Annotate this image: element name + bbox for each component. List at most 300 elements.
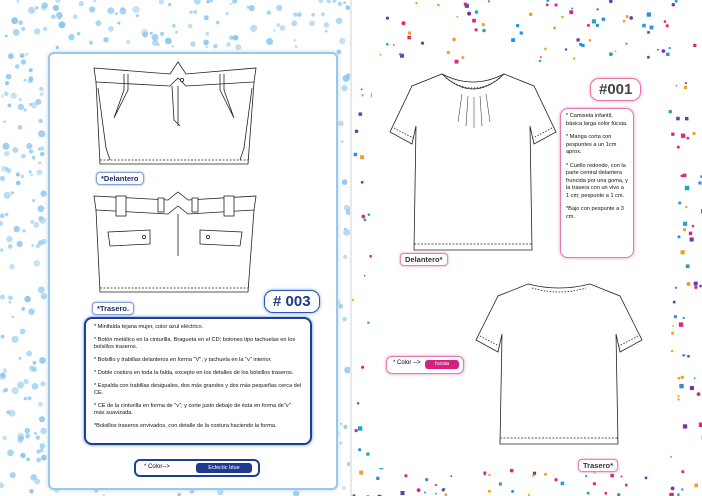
pattern-dot xyxy=(24,296,30,302)
confetti-piece xyxy=(678,377,681,380)
pattern-dot xyxy=(206,0,209,3)
confetti-piece xyxy=(669,110,673,114)
confetti-piece xyxy=(554,478,557,481)
pattern-dot xyxy=(38,161,41,164)
confetti-piece xyxy=(609,0,613,3)
confetti-piece xyxy=(685,117,689,121)
pattern-dot xyxy=(338,2,342,6)
pattern-dot xyxy=(21,307,25,311)
pattern-dot xyxy=(21,59,26,64)
pattern-dot xyxy=(108,26,114,32)
confetti-piece xyxy=(408,32,411,35)
pattern-dot xyxy=(12,387,19,394)
confetti-piece xyxy=(681,376,684,379)
pattern-dot xyxy=(40,428,47,435)
pattern-dot xyxy=(189,11,192,14)
pattern-dot xyxy=(136,14,139,17)
confetti-piece xyxy=(364,219,367,222)
confetti-piece xyxy=(386,43,389,46)
pattern-dot xyxy=(32,156,36,160)
pattern-dot xyxy=(0,213,5,218)
confetti-piece xyxy=(472,19,476,23)
confetti-piece xyxy=(355,130,359,134)
pattern-dot xyxy=(5,81,9,85)
confetti-piece xyxy=(499,483,502,486)
confetti-piece xyxy=(482,23,485,26)
pattern-dot xyxy=(7,449,14,456)
pattern-dot xyxy=(33,361,37,365)
confetti-piece xyxy=(358,426,362,430)
confetti-piece xyxy=(684,86,687,89)
pattern-dot xyxy=(343,255,347,259)
pattern-dot xyxy=(266,38,273,45)
confetti-piece xyxy=(573,58,575,60)
confetti-piece xyxy=(687,355,689,357)
pattern-dot xyxy=(2,389,5,392)
confetti-piece xyxy=(681,250,685,254)
pattern-dot xyxy=(226,12,229,15)
confetti-piece xyxy=(489,474,491,476)
confetti-piece xyxy=(670,456,672,458)
confetti-piece xyxy=(669,47,671,49)
confetti-piece xyxy=(399,53,402,56)
confetti-piece xyxy=(475,10,479,14)
pattern-dot xyxy=(233,35,239,41)
pattern-dot xyxy=(338,121,344,127)
confetti-piece xyxy=(361,88,363,90)
confetti-piece xyxy=(357,402,359,404)
pattern-dot xyxy=(8,53,14,59)
pattern-dot xyxy=(250,25,257,32)
pattern-dot xyxy=(18,104,24,110)
pattern-dot xyxy=(41,239,46,244)
confetti-piece xyxy=(596,24,599,27)
tshirt-front-drawing xyxy=(384,64,562,260)
confetti-piece xyxy=(579,43,582,46)
pattern-dot xyxy=(56,46,59,49)
pattern-dot xyxy=(115,12,118,15)
confetti-piece xyxy=(685,206,687,208)
pattern-dot xyxy=(29,149,33,153)
pattern-dot xyxy=(34,432,37,435)
pattern-dot xyxy=(95,20,101,26)
confetti-piece xyxy=(354,153,357,156)
pattern-dot xyxy=(325,30,328,33)
confetti-piece xyxy=(393,44,395,46)
pattern-dot xyxy=(89,41,93,45)
pattern-dot xyxy=(120,8,127,15)
confetti-piece xyxy=(642,24,646,28)
confetti-piece xyxy=(361,215,365,219)
confetti-piece xyxy=(368,213,371,216)
pattern-dot xyxy=(73,14,78,19)
confetti-piece xyxy=(462,56,465,59)
pattern-dot xyxy=(40,443,46,449)
confetti-piece xyxy=(455,60,459,64)
confetti-piece xyxy=(488,490,491,493)
pattern-dot xyxy=(38,205,45,212)
pattern-dot xyxy=(280,25,286,31)
confetti-piece xyxy=(510,469,514,473)
pattern-dot xyxy=(324,22,329,27)
confetti-piece xyxy=(647,56,650,59)
skirt-back-label: *Trasero. xyxy=(92,302,134,315)
confetti-piece xyxy=(693,132,696,135)
confetti-piece xyxy=(483,472,486,475)
tshirt-color-box xyxy=(386,356,464,374)
pattern-dot xyxy=(11,92,17,98)
confetti-piece xyxy=(671,350,673,352)
tshirt-desc-line-4: *Bajo con pespunte a 3 cm. xyxy=(566,206,624,220)
pattern-dot xyxy=(175,31,178,34)
confetti-piece xyxy=(681,470,684,473)
pattern-dot xyxy=(172,45,174,47)
pattern-dot xyxy=(93,0,96,2)
confetti-piece xyxy=(359,471,363,475)
pattern-dot xyxy=(37,170,43,176)
pattern-dot xyxy=(295,45,298,48)
tshirt-description-box xyxy=(560,108,634,258)
confetti-piece xyxy=(352,299,354,301)
pattern-dot xyxy=(26,436,29,439)
pattern-dot xyxy=(338,304,343,309)
pattern-dot xyxy=(6,74,12,80)
pattern-dot xyxy=(273,29,276,32)
confetti-piece xyxy=(592,19,596,23)
pattern-dot xyxy=(0,176,5,181)
confetti-piece xyxy=(358,112,361,115)
confetti-piece xyxy=(673,301,676,304)
pattern-dot xyxy=(342,179,348,185)
pattern-dot xyxy=(26,458,30,462)
confetti-piece xyxy=(361,366,364,369)
confetti-piece xyxy=(358,448,361,451)
tshirt-desc-line-2: * Manga corta con pespuntes a un 1cm aprox. xyxy=(566,134,617,155)
confetti-piece xyxy=(675,287,677,289)
pattern-dot xyxy=(79,1,84,6)
confetti-piece xyxy=(437,4,439,6)
pattern-dot xyxy=(55,0,60,3)
pattern-dot xyxy=(216,21,220,25)
pattern-dot xyxy=(17,241,23,247)
confetti-piece xyxy=(671,487,675,491)
pattern-dot xyxy=(28,7,35,14)
pattern-dot xyxy=(226,42,231,47)
pattern-dot xyxy=(188,24,193,29)
confetti-piece xyxy=(672,325,674,327)
pattern-dot xyxy=(29,170,32,173)
tshirt-back-drawing xyxy=(470,278,648,454)
pattern-dot xyxy=(5,213,8,216)
confetti-piece xyxy=(687,282,691,286)
confetti-piece xyxy=(666,24,669,27)
pattern-dot xyxy=(339,38,345,44)
pattern-dot xyxy=(35,99,41,105)
pattern-dot xyxy=(6,410,10,414)
confetti-piece xyxy=(361,181,364,184)
pattern-dot xyxy=(68,34,74,40)
confetti-piece xyxy=(456,16,458,18)
pattern-dot xyxy=(40,190,46,196)
skirt-front-drawing xyxy=(88,60,263,172)
pattern-dot xyxy=(205,32,209,36)
pattern-dot xyxy=(327,0,331,3)
confetti-piece xyxy=(662,49,666,53)
pattern-dot xyxy=(291,20,297,26)
pattern-dot xyxy=(40,146,45,151)
pattern-dot xyxy=(77,32,81,36)
confetti-piece xyxy=(511,490,514,493)
pattern-dot xyxy=(15,64,20,69)
confetti-piece xyxy=(693,44,696,47)
confetti-piece xyxy=(415,2,417,4)
confetti-piece xyxy=(539,60,541,62)
pattern-dot xyxy=(0,295,5,300)
pattern-dot xyxy=(11,336,18,343)
tshirt-color-swatch: fucsia xyxy=(425,360,459,369)
pattern-dot xyxy=(36,458,41,463)
confetti-piece xyxy=(482,29,486,33)
pattern-dot xyxy=(8,296,13,301)
confetti-piece xyxy=(672,3,675,6)
pattern-dot xyxy=(294,39,296,41)
pattern-dot xyxy=(20,329,26,335)
confetti-piece xyxy=(553,27,556,30)
pattern-dot xyxy=(40,152,44,156)
pattern-dot xyxy=(25,428,31,434)
skirt-color-swatch: Eclectic blue xyxy=(196,463,252,473)
pattern-dot xyxy=(194,0,201,5)
confetti-piece xyxy=(692,225,694,227)
pattern-dot xyxy=(0,373,6,380)
confetti-piece xyxy=(577,38,580,41)
pattern-dot xyxy=(206,45,209,48)
pattern-dot xyxy=(5,35,8,38)
pattern-dot xyxy=(25,53,28,56)
pattern-dot xyxy=(0,221,3,227)
confetti-piece xyxy=(367,322,369,324)
pattern-dot xyxy=(17,382,24,389)
confetti-piece xyxy=(355,429,358,432)
pattern-dot xyxy=(19,357,22,360)
pattern-dot xyxy=(20,453,25,458)
pattern-dot xyxy=(13,29,20,36)
confetti-piece xyxy=(647,12,651,16)
tshirt-color-prefix: * Color --> xyxy=(393,360,421,366)
pattern-dot xyxy=(16,0,19,3)
confetti-piece xyxy=(546,4,549,7)
confetti-piece xyxy=(681,175,684,178)
pattern-dot xyxy=(36,436,40,440)
confetti-piece xyxy=(401,491,405,495)
confetti-piece xyxy=(625,484,628,487)
pattern-dot xyxy=(24,397,27,400)
pattern-dot xyxy=(38,216,43,221)
pattern-dot xyxy=(32,367,38,373)
pattern-dot xyxy=(213,44,217,48)
confetti-piece xyxy=(676,117,680,121)
confetti-piece xyxy=(424,492,426,494)
pattern-dot xyxy=(159,0,164,5)
confetti-piece xyxy=(615,50,617,52)
confetti-piece xyxy=(683,317,685,319)
confetti-piece xyxy=(532,474,535,477)
pattern-dot xyxy=(39,87,43,91)
confetti-piece xyxy=(626,43,628,45)
pattern-dot xyxy=(26,351,32,357)
pattern-dot xyxy=(7,104,11,108)
confetti-piece xyxy=(417,488,421,492)
confetti-piece xyxy=(678,235,681,238)
pattern-dot xyxy=(336,50,341,55)
confetti-piece xyxy=(699,285,702,288)
confetti-piece xyxy=(511,38,515,42)
confetti-piece xyxy=(695,484,699,488)
confetti-piece xyxy=(386,17,389,20)
confetti-piece xyxy=(621,476,623,478)
confetti-piece xyxy=(677,146,680,149)
pattern-dot xyxy=(204,15,209,20)
skirt-desc-line-7: *Bolsillos traseros envivados, con detalle de la costura haciendo la forma. xyxy=(94,423,277,429)
pattern-dot xyxy=(11,17,18,24)
pattern-dot xyxy=(342,486,346,490)
confetti-piece xyxy=(450,475,452,477)
pattern-dot xyxy=(34,28,40,34)
confetti-piece xyxy=(629,16,633,20)
confetti-piece xyxy=(442,489,445,492)
confetti-piece xyxy=(694,282,698,286)
pattern-dot xyxy=(35,6,38,9)
pattern-dot xyxy=(42,2,48,8)
confetti-piece xyxy=(362,94,364,96)
pattern-dot xyxy=(11,191,14,194)
pattern-dot xyxy=(4,192,11,199)
pattern-dot xyxy=(210,0,213,2)
pattern-dot xyxy=(321,12,325,16)
tshirt-back-label: Trasero* xyxy=(578,459,618,472)
pattern-dot xyxy=(126,40,130,44)
confetti-piece xyxy=(698,181,701,184)
pattern-dot xyxy=(193,10,197,14)
confetti-piece xyxy=(683,222,687,226)
pattern-dot xyxy=(249,5,255,11)
confetti-piece xyxy=(475,28,478,31)
confetti-piece xyxy=(447,51,450,54)
pattern-dot xyxy=(23,229,26,232)
tshirt-desc-line-1: * Camiseta infantil, básica larga color fúcsia. xyxy=(566,113,628,127)
confetti-piece xyxy=(596,8,598,10)
pattern-dot xyxy=(341,85,347,91)
pattern-dot xyxy=(336,18,343,25)
confetti-piece xyxy=(679,322,683,326)
pattern-dot xyxy=(16,173,20,177)
pattern-dot xyxy=(17,438,23,444)
pattern-dot xyxy=(40,92,44,96)
pattern-dot xyxy=(23,379,29,385)
pattern-dot xyxy=(32,383,39,390)
confetti-piece xyxy=(686,137,689,140)
skirt-code-badge: # 003 xyxy=(264,290,320,313)
pattern-dot xyxy=(30,220,34,224)
pattern-dot xyxy=(107,7,114,14)
confetti-piece xyxy=(697,392,701,396)
pattern-dot xyxy=(41,455,47,461)
pattern-dot xyxy=(53,5,59,11)
confetti-piece xyxy=(682,354,684,356)
confetti-piece xyxy=(679,384,683,388)
pattern-dot xyxy=(103,37,108,42)
pattern-dot xyxy=(276,23,280,27)
confetti-piece xyxy=(529,13,533,17)
confetti-piece xyxy=(685,186,690,191)
pattern-dot xyxy=(24,108,27,111)
skirt-desc-line-4: * Doble costura en toda la falda, excepto en los detalles de los bolsillos traseros. xyxy=(94,370,294,376)
confetti-piece xyxy=(569,10,573,14)
confetti-piece xyxy=(380,54,382,56)
pattern-dot xyxy=(2,436,7,441)
pattern-dot xyxy=(165,38,172,45)
pattern-dot xyxy=(298,14,301,17)
confetti-piece xyxy=(664,20,667,23)
confetti-piece xyxy=(585,475,587,477)
pattern-dot xyxy=(29,68,33,72)
pattern-dot xyxy=(318,0,323,3)
confetti-piece xyxy=(676,85,678,87)
confetti-piece xyxy=(689,232,692,235)
pattern-dot xyxy=(231,36,233,38)
confetti-piece xyxy=(694,377,696,379)
pattern-dot xyxy=(342,317,347,322)
confetti-piece xyxy=(488,0,490,2)
pattern-dot xyxy=(29,489,34,494)
pattern-dot xyxy=(229,3,231,5)
confetti-piece xyxy=(678,398,680,400)
pattern-dot xyxy=(38,130,45,137)
pattern-dot xyxy=(26,143,32,149)
confetti-piece xyxy=(690,386,694,390)
skirt-color-prefix: * Color--> xyxy=(144,464,170,470)
pattern-dot xyxy=(4,91,9,96)
pattern-dot xyxy=(6,236,12,242)
pattern-dot xyxy=(39,416,45,422)
confetti-piece xyxy=(421,42,424,45)
tshirt-desc-line-3: * Cuello redondo, con la parte central delantera fruncida por una goma, y la trasera con un vivo a 1 cm; pespunte a 1 cm. xyxy=(566,162,628,199)
pattern-dot xyxy=(168,3,171,6)
skirt-desc-line-2: * Botón metálico en la cinturilla. Bragueta en el CD; botones tipo tachuelas en los bolsillos traseros. xyxy=(94,337,296,350)
pattern-dot xyxy=(56,12,63,19)
skirt-front-label: *Delantero xyxy=(96,172,144,185)
confetti-piece xyxy=(657,49,659,51)
pattern-dot xyxy=(2,143,9,150)
confetti-piece xyxy=(685,82,687,84)
pattern-dot xyxy=(1,95,4,98)
pattern-dot xyxy=(20,53,25,58)
skirt-desc-line-6: * CE de la cinturilla en forma de "v"; y corte justo debajo de ésta en forma de"v" más suavizada. xyxy=(94,403,291,416)
pattern-dot xyxy=(28,396,32,400)
confetti-piece xyxy=(683,228,686,231)
pattern-dot xyxy=(40,381,45,386)
confetti-piece xyxy=(674,315,677,318)
confetti-piece xyxy=(587,24,590,27)
pattern-dot xyxy=(32,199,35,202)
pattern-dot xyxy=(340,423,342,425)
confetti-piece xyxy=(544,473,547,476)
confetti-piece xyxy=(516,24,519,27)
pattern-dot xyxy=(0,483,4,488)
pattern-dot xyxy=(190,41,195,46)
pattern-dot xyxy=(141,29,148,36)
confetti-piece xyxy=(647,31,650,34)
